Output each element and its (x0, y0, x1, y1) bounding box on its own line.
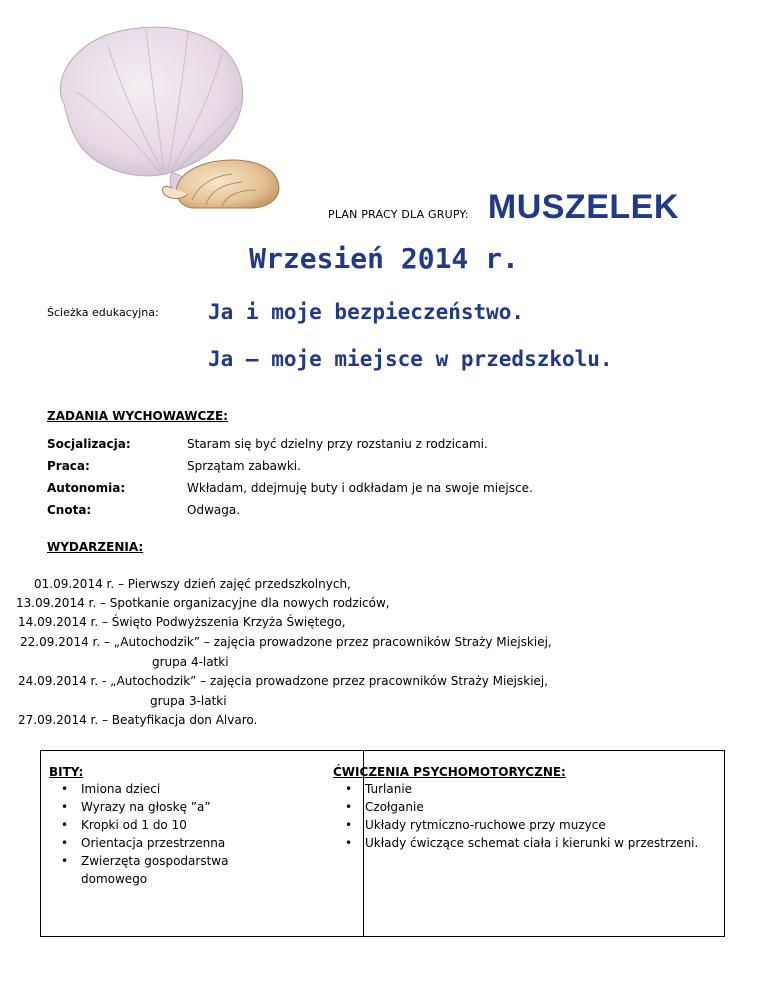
list-item: • Orientacja przestrzenna (49, 834, 349, 852)
list-item: • Imiona dzieci (49, 780, 349, 798)
list-item: • Czołganie (333, 798, 713, 816)
exercises-heading: ĆWICZENIA PSYCHOMOTORYCZNE: (333, 765, 566, 779)
list-item: • Układy rytmiczno-ruchowe przy muzyce (333, 816, 713, 834)
task-text-socjalizacja: Staram się być dzielny przy rozstaniu z rodzicami. (187, 437, 488, 451)
event-line: 01.09.2014 r. – Pierwszy dzień zajęć przedszkolnych, (34, 577, 351, 591)
event-line: 27.09.2014 r. – Beatyfikacja don Alvaro. (18, 713, 258, 727)
event-line-continuation: grupa 4-latki (152, 655, 229, 669)
list-item: • Turlanie (333, 780, 713, 798)
scallop-shell-icon (42, 22, 292, 212)
bity-heading: BITY: (49, 765, 84, 779)
event-line: 14.09.2014 r. – Święto Podwyższenia Krzyża Świętego, (18, 615, 346, 629)
activities-table (40, 750, 725, 937)
events-heading: WYDARZENIA: (47, 540, 144, 554)
tasks-heading: ZADANIA WYCHOWAWCZE: (47, 409, 228, 423)
group-name: MUSZELEK (487, 188, 679, 226)
list-item: • Zwierzęta gospodarstwa domowego (49, 852, 281, 888)
task-label-cnota: Cnota: (47, 503, 92, 517)
path-topic-2: Ja – moje miejsce w przedszkolu. (208, 347, 613, 371)
list-item: • Wyrazy na głoskę ”a” (49, 798, 349, 816)
event-line-continuation: grupa 3-latki (150, 694, 227, 708)
bity-column (49, 765, 349, 888)
list-item: • Układy ćwiczące schemat ciała i kierunki w przestrzeni. (333, 834, 715, 852)
task-text-praca: Sprzątam zabawki. (187, 459, 301, 473)
event-line: 24.09.2014 r. - „Autochodzik” – zajęcia prowadzone przez pracowników Straży Miejskiej, (18, 674, 549, 688)
shell-illustration (42, 22, 292, 212)
task-text-cnota: Odwaga. (187, 503, 241, 517)
group-line (328, 188, 679, 227)
path-label: Ścieżka edukacyjna: (47, 306, 159, 319)
path-topic-1: Ja i moje bezpieczeństwo. (208, 300, 525, 324)
event-line: 22.09.2014 r. – „Autochodzik” – zajęcia prowadzone przez pracowników Straży Miejskiej, (20, 635, 552, 649)
list-item: • Kropki od 1 do 10 (49, 816, 349, 834)
group-label: PLAN PRACY DLA GRUPY: (328, 208, 469, 221)
bity-list (49, 780, 349, 888)
month-title: Wrzesień 2014 r. (249, 242, 519, 275)
task-text-autonomia: Wkładam, ddejmuję buty i odkładam je na swoje miejsce. (187, 481, 533, 495)
event-line: 13.09.2014 r. – Spotkanie organizacyjne dla nowych rodziców, (16, 596, 390, 610)
task-label-praca: Praca: (47, 459, 90, 473)
exercises-list (333, 780, 713, 852)
task-label-autonomia: Autonomia: (47, 481, 126, 495)
exercises-column (333, 765, 713, 852)
task-label-socjalizacja: Socjalizacja: (47, 437, 131, 451)
